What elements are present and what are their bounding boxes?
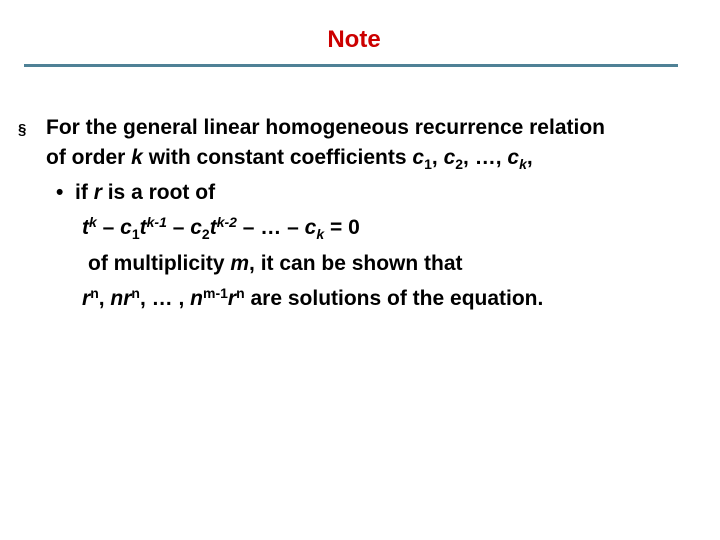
var-c: c xyxy=(304,216,317,239)
text-run: if xyxy=(75,181,94,204)
var-t: t xyxy=(209,216,217,239)
text-run: – … – xyxy=(236,216,305,239)
subscript: 2 xyxy=(201,226,210,242)
subscript: 1 xyxy=(424,156,432,172)
text-run: , xyxy=(431,146,444,169)
var-t: t xyxy=(82,216,89,239)
var-m: m xyxy=(230,252,250,275)
text-run: of multiplicity xyxy=(88,252,231,275)
subscript: 2 xyxy=(455,156,464,172)
text-run: of order xyxy=(46,146,132,169)
title-divider xyxy=(24,64,678,67)
text-run: = 0 xyxy=(324,216,360,239)
superscript: n xyxy=(236,285,245,301)
var-r: r xyxy=(93,181,102,204)
var-r: r xyxy=(82,287,91,310)
superscript: k xyxy=(89,214,97,230)
var-c: c xyxy=(443,146,456,169)
superscript: n xyxy=(90,285,99,301)
var-c: c xyxy=(120,216,132,239)
solutions-line xyxy=(82,285,543,313)
superscript: n xyxy=(131,285,140,301)
text-run: are solutions of the equation. xyxy=(244,287,544,310)
multiplicity-line xyxy=(88,250,463,278)
sub-bullet-icon: • xyxy=(56,181,64,204)
var-t: t xyxy=(139,216,147,239)
text-run: – xyxy=(96,216,121,239)
statement-line-2 xyxy=(46,144,533,172)
text-run: , xyxy=(526,146,533,169)
var-c: c xyxy=(507,146,520,169)
var-c: c xyxy=(412,146,425,169)
text-run: , xyxy=(98,287,111,310)
text-run: , …, xyxy=(463,146,508,169)
text-run: , it can be shown that xyxy=(249,252,463,275)
text-run: is a root of xyxy=(101,181,216,204)
statement-line-1 xyxy=(46,114,605,142)
var-r: r xyxy=(227,287,237,310)
var-n: n xyxy=(190,287,203,310)
var-nr: nr xyxy=(110,287,132,310)
sub-bullet-line xyxy=(56,179,215,207)
statement-text: For the general linear homogeneous recurrence relation xyxy=(46,116,605,139)
text-run: – xyxy=(166,216,191,239)
slide-title: Note xyxy=(327,26,381,53)
superscript: k-2 xyxy=(216,214,237,230)
subscript: 1 xyxy=(131,226,140,242)
subscript: k xyxy=(316,226,325,242)
characteristic-equation xyxy=(82,214,360,242)
subscript: k xyxy=(519,156,527,172)
text-run: with constant coefficients xyxy=(142,146,413,169)
bullet-icon: § xyxy=(18,121,27,138)
var-c: c xyxy=(190,216,202,239)
superscript: m-1 xyxy=(203,285,228,301)
text-run: , … , xyxy=(139,287,191,310)
var-k: k xyxy=(131,146,143,169)
superscript: k-1 xyxy=(146,214,167,230)
